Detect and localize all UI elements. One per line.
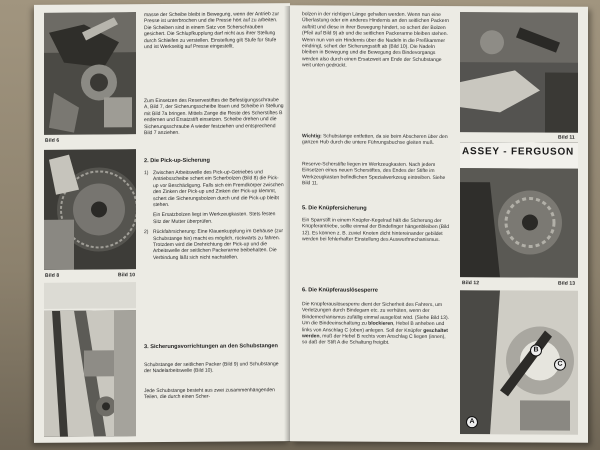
- caption-bild-13: Bild 13: [558, 280, 576, 287]
- section-6-title: 6. Die Knüpferauslösesperre: [302, 287, 378, 294]
- marker-b: B: [530, 344, 542, 356]
- photo-bild-11: [460, 12, 578, 133]
- left-page: [34, 3, 290, 443]
- section-2-item-num: 2): [144, 229, 149, 236]
- section-2-title: 2. Die Pick-up-Sicherung: [144, 157, 210, 165]
- section-6-emph-1: blockieren: [368, 320, 394, 327]
- right-intro-text: bolzen in der richtigen Länge gehalten werden. Wenn nun eine Überlastung oder ein anderes Hindernis an den seitlichen Packern auftritt und diese in ihrer Bewegung hindert, so schert der Bolzen (Pfeil auf Bild 9) ab und die seitlichen Packerarme bleiben stehen. Wenn nun von ein Hindernis über die Nadeln in die Preßkammer eindringt, schert der Sicherungsstift ab (Bild 10). Die Nadeln bleiben in Bewegung und die Bewegung des Bindevorgangs werden also durch einen Ersatzweit am Ende der Schubstange weit unten gedrückt.: [302, 11, 450, 69]
- wichtig-text: Schubstange entfetten, da sie beim Abscheren über den ganzen Hub durch die untere Führungsbuchse gleiten muß.: [302, 133, 448, 147]
- reserve-text: Reserve-Scherstifte liegen im Werkzeugkasten. Nach jedem Einsetzen eines neuen Scherstiftes, des Endes der Stifte im Werkzeugkasten befindlichen Spezialwerkzeug eintreiben. Siehe Bild 11.: [302, 161, 446, 187]
- photo-bild-9: [44, 310, 136, 437]
- section-6-text: [302, 301, 450, 347]
- section-3-title: 3. Sicherungsvorrichtungen an den Schubstangen: [144, 343, 278, 351]
- caption-bild-10: Bild 10: [118, 272, 136, 279]
- caption-bild-6: Bild 6: [45, 137, 60, 144]
- section-3-text: Schubstange der seitlichen Packer (Bild 9) und Schubstange der Nadelarbeitswelle (Bild 10).: [144, 361, 279, 375]
- section-2-item: [144, 169, 284, 208]
- marker-a: A: [466, 416, 478, 428]
- section-6-text-c: , muß der Hebel B rechts vom Anschlag C liegen (innen), so daß der Stift A die Schaltung freigibt.: [302, 333, 446, 347]
- photo-bild-12: [460, 142, 578, 278]
- section-6-emph-2: geschaltet werden: [302, 327, 448, 340]
- section-2-item-num: 1): [144, 170, 149, 177]
- section-2-item-text: Rückfahrsicherung: Eine Klauenkupplung im Gehäuse (zur Schubstange hin) macht es möglich, rückwärts zu fahren. Trotzdem wird die Drehrichtung der Pick-up und die Arbeitswelle der seitlichen Packerarme beibehalten. Die Verbindung läßt sich nicht nachstellen.: [153, 228, 284, 261]
- caption-bild-8: Bild 8: [45, 272, 60, 279]
- section-3-text-2: Jede Schubstange besteht aus zwei zusammenhängenden Teilen, die durch einen Scher-: [144, 387, 275, 401]
- left-para-2: Zum Einsetzen des Reservestiftes die Befestigungsschraube A, Bild 7, der Sicherungsscheibe lösen und Scheibe in Stellung mit Bild 7a bringen. Mittels Zange die Reste des Scherstiftes B entfernen und Ersatzstift einsetzen. Scheibe drehen und die Sicherungsschraube A wieder festziehen und entsprechend Bild 7 anziehen.: [144, 97, 284, 137]
- caption-bild-12: Bild 12: [462, 280, 480, 287]
- section-2-item: [144, 212, 284, 226]
- left-intro-text: masse der Scheibe bleibt in Bewegung, wenn der Antrieb zur Presse ist unterbrochen und die Presse hört auf zu arbeiten. Die Scheiben sind in einem Satz von Scherschrauben gesichert. Die Schlupfkupplung darf nicht aus ihrer Stellung durch Schleifen zu verstellen. Einstellung gilt Stufe für Stufe und ist Werkseitig auf Presse eingestellt.: [144, 11, 280, 51]
- section-2-item-text: Ein Ersatzbolzen liegt im Werkzeugkasten. Stets festen Sitz der Mutter überprüfen.: [153, 211, 276, 225]
- section-6-text-b: , Hebel B anheben und links von Anschlag C (oben) anlegen. Soll der Knüpfer: [302, 320, 445, 334]
- caption-bild-11: Bild 11: [558, 134, 575, 141]
- section-5-title: 5. Die Knüpfersicherung: [302, 205, 367, 212]
- machine-brand-banner: ASSEY - FERGUSON: [462, 146, 575, 158]
- right-page: [290, 5, 588, 443]
- marker-c: C: [554, 359, 566, 371]
- section-2-item: [144, 228, 284, 261]
- wichtig-note: [302, 133, 450, 147]
- photo-bild-10: [44, 282, 136, 309]
- photo-bild-8: [44, 149, 136, 270]
- photo-bild-6: [44, 12, 136, 135]
- section-6-text-a: Die Knüpferauslösesperre dient der Sicherheit des Fahrers, um Verletzungen durch Bindegarn etc. zu verhüten, wenn der Bindemechanismus zufällig einmal ausgelöst wird. (Siehe Bild 13). Um die Bindeeinschaltung zu: [302, 301, 450, 327]
- section-2-item-text: Zwischen Arbeitswelle des Pick-up-Getriebes und Antriebsscheibe schert ein Scherbolzen (Bild 8) die Pick-up vor Beschädigung. Falls sich ein Fremdkörper zwischen den Zinken der Pick-up und Zinken der Pick-up klemmt, schert die Sicherungsbolzen durch und die Pick-up bleibt stehen.: [153, 169, 284, 209]
- wichtig-label: Wichtig:: [302, 133, 322, 140]
- section-2-list: [144, 169, 284, 265]
- section-5-text: Ein Sparrstift in einem Knüpfer-Kegelrad hält die Sicherung der Knüpferantriebe, sollte einmal der Bindefinger hängenbleiben (Bild 12). Es können z. B. zuviel Knoten dicht hintereinander gebildet werden bei fehlerhafter Einstellung des Auswurfmechanismus.: [302, 217, 450, 244]
